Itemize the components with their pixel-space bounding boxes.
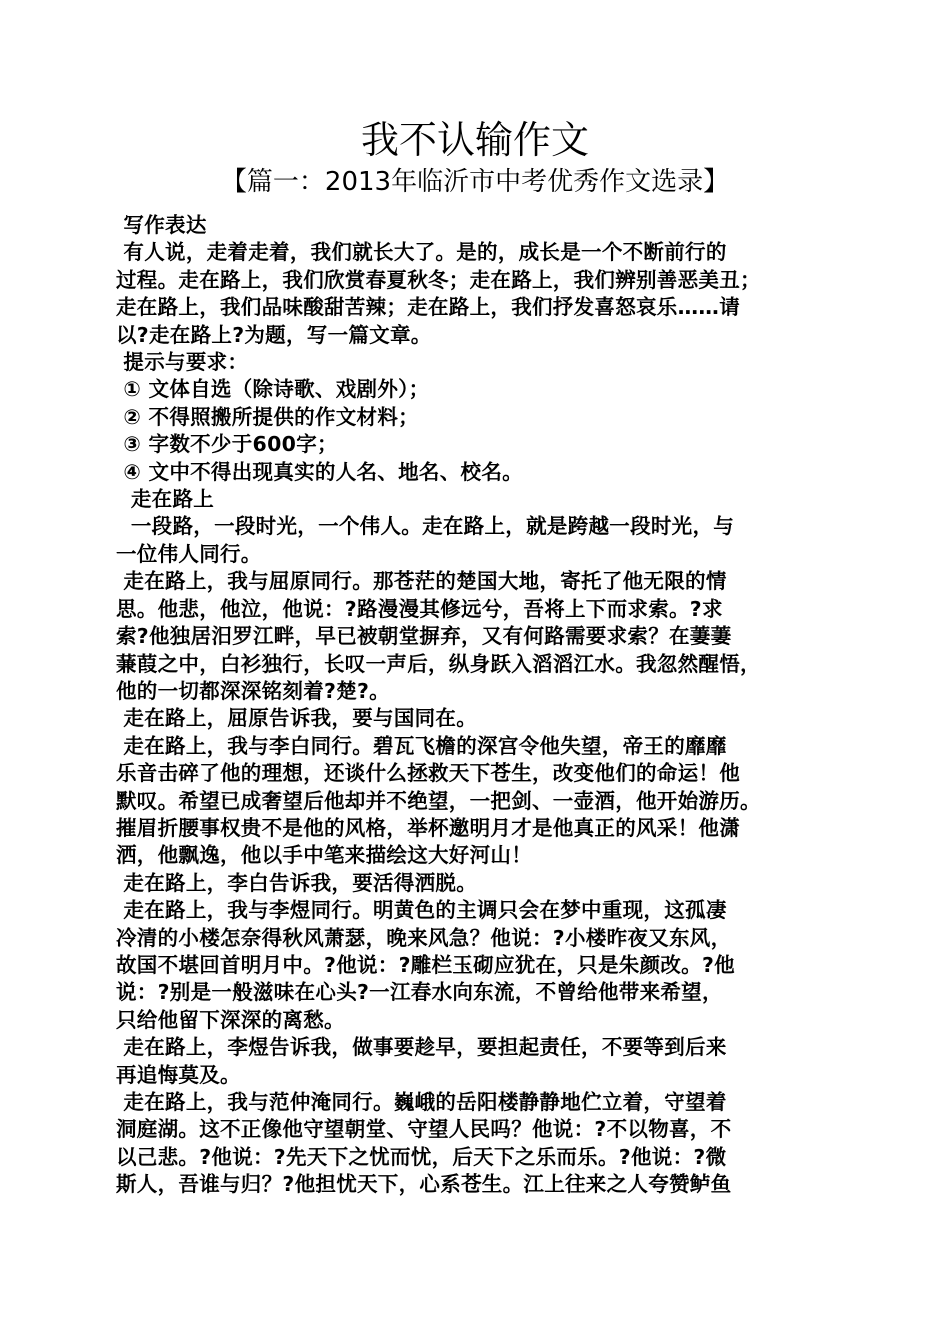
body-line: 索?他独居汨罗江畔，早已被朝堂摒弃，又有何路需要求索？在萋萋 (116, 624, 732, 649)
body-line: 走在路上，我与李煜同行。明黄色的主调只会在梦中重现，这孤凄 (116, 898, 727, 923)
document-body (116, 212, 852, 1199)
body-line: 乐音击碎了他的理想，还谈什么拯救天下苍生，改变他们的命运！他 (116, 761, 740, 786)
body-line: ① 文体自选（除诗歌、戏剧外）； (116, 377, 430, 402)
body-line: 过程。走在路上，我们欣赏春夏秋冬；走在路上，我们辨别善恶美丑； (116, 267, 761, 292)
body-line: 洞庭湖。这不正像他守望朝堂、守望人民吗？他说：?不以物喜，不 (116, 1117, 732, 1142)
body-line: 写作表达 (116, 213, 207, 237)
body-line: 提示与要求： (116, 350, 249, 375)
document-subtitle: 【篇一：2013年临沂市中考优秀作文选录】 (220, 167, 730, 197)
body-line: ② 不得照搬所提供的作文材料； (116, 404, 419, 429)
document-title: 我不认输作文 (360, 118, 589, 162)
body-line: 走在路上，我与范仲淹同行。巍峨的岳阳楼静静地伫立着，守望着 (116, 1090, 727, 1114)
body-line: 斯人，吾谁与归？?他担忧天下，心系苍生。江上往来之人夸赞鲈鱼 (116, 1172, 732, 1197)
body-line: 走在路上，李白告诉我，要活得洒脱。 (116, 870, 478, 895)
body-line: 一位伟人同行。 (116, 541, 262, 566)
body-line: 以?走在路上?为题，写一篇文章。 (116, 322, 432, 347)
body-line: 默叹。希望已成奢望后他却并不绝望，一把剑、一壶酒，他开始游历。 (116, 788, 761, 813)
body-line: 摧眉折腰事权贵不是他的风格，举杯邀明月才是他真正的风采！他潇 (116, 815, 740, 840)
body-line: 故国不堪回首明月中。?他说：?雕栏玉砌应犹在，只是朱颜改。?他 (116, 952, 735, 977)
body-line: ③ 字数不少于600字； (116, 432, 338, 457)
body-line: 走在路上，我们品味酸甜苦辣；走在路上，我们抒发喜怒哀乐……请 (116, 295, 740, 320)
body-line: 他的一切都深深铭刻着?楚?。 (116, 678, 390, 703)
body-line: 冷清的小楼怎奈得秋风萧瑟，晚来风急？他说：?小楼昨夜又东风， (116, 925, 732, 950)
body-line: 一段路，一段时光，一个伟人。走在路上，就是跨越一段时光，与 (116, 514, 735, 539)
body-line: 再追悔莫及。 (116, 1062, 241, 1087)
body-line: 以己悲。?他说：?先天下之忧而忧，后天下之乐而乐。?他说：?微 (116, 1144, 727, 1169)
body-line: 只给他留下深深的离愁。 (116, 1007, 345, 1032)
body-line: 蒹葭之中，白衫独行，长叹一声后，纵身跃入滔滔江水。我忽然醒悟， (116, 651, 761, 676)
body-line: ④ 文中不得出现真实的人名、地名、校名。 (116, 459, 523, 484)
body-line: 说：?别是一般滋味在心头?一江春水向东流，不曾给他带来希望， (116, 980, 723, 1005)
body-line: 走在路上，我与李白同行。碧瓦飞檐的深宫令他失望，帝王的靡靡 (116, 733, 727, 758)
body-line: 洒，他飘逸，他以手中笔来描绘这大好河山！ (116, 843, 532, 868)
body-line: 走在路上 (116, 487, 215, 512)
body-line: 有人说，走着走着，我们就长大了。是的，成长是一个不断前行的 (116, 240, 727, 265)
body-line: 走在路上，李煜告诉我，做事要趁早，要担起责任，不要等到后来 (116, 1035, 727, 1060)
body-line: 走在路上，屈原告诉我，要与国同在。 (116, 706, 478, 731)
body-line: 思。他悲，他泣，他说：?路漫漫其修远兮，吾将上下而求索。?求 (116, 596, 723, 621)
body-line: 走在路上，我与屈原同行。那苍茫的楚国大地，寄托了他无限的情 (116, 569, 727, 594)
